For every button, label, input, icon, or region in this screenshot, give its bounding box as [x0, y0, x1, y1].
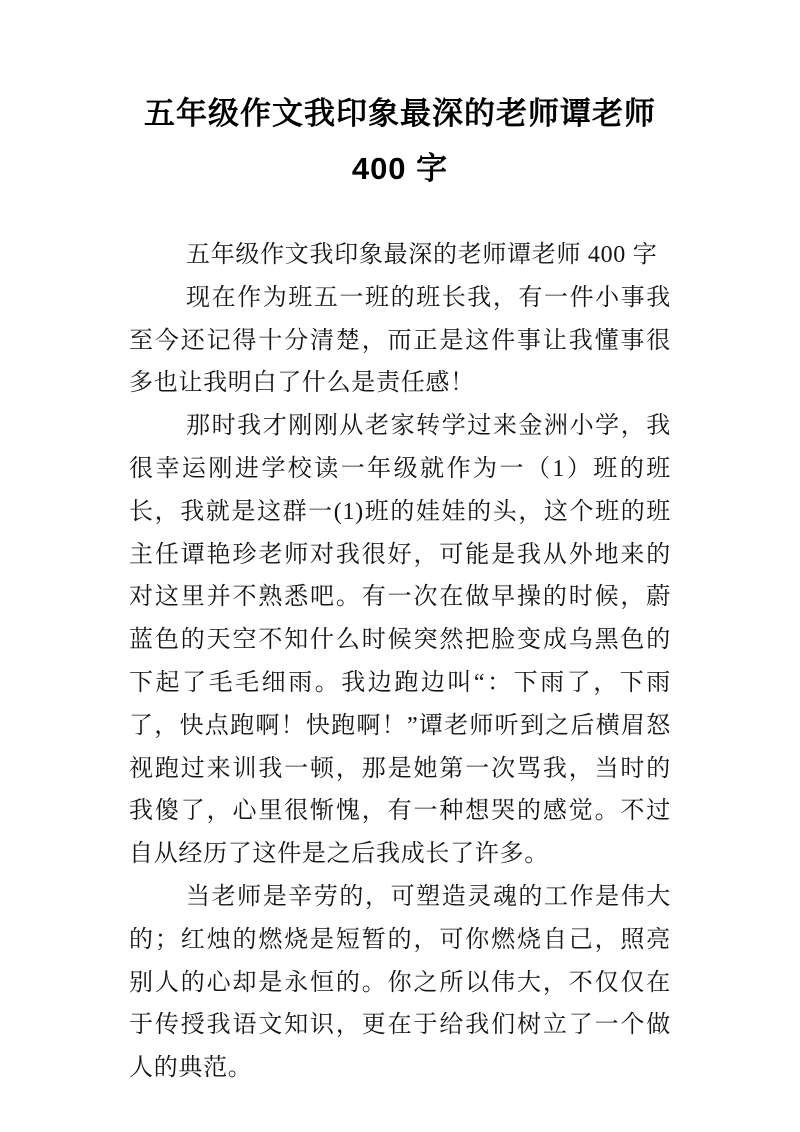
document-body	[129, 234, 671, 1090]
title-line-1: 五年级作文我印象最深的老师谭老师	[144, 96, 656, 131]
document-title	[80, 86, 720, 196]
title-line-2: 400 字	[351, 151, 449, 186]
paragraph-conclusion: 当老师是辛劳的，可塑造灵魂的工作是伟大的；红烛的燃烧是短暂的，可你燃烧自己，照亮别人的心却是永恒的。你之所以伟大，不仅仅在于传授我语文知识，更在于给我们树立了一个做人的典范。	[129, 883, 671, 1082]
paragraph-heading: 五年级作文我印象最深的老师谭老师 400 字	[186, 242, 658, 268]
paragraph-intro: 现在作为班五一班的班长我，有一件小事我至今还记得十分清楚，而正是这件事让我懂事很多也让我明白了什么是责任感！	[129, 284, 671, 397]
paragraph-story: 那时我才刚刚从老家转学过来金洲小学，我很幸运刚进学校读一年级就作为一（1）班的班长，我就是这群一(1)班的娃娃的头，这个班的班主任谭艳珍老师对我很好，可能是我从外地来的对这里并不熟悉吧。有一次在做早操的时候，蔚蓝色的天空不知什么时候突然把脸变成乌黑色的下起了毛毛细雨。我边跑边叫“：下雨了，下雨了，快点跑啊！快跑啊！”谭老师听到之后横眉怒视跑过来训我一顿，那是她第一次骂我，当时的我傻了，心里很惭愧，有一种想哭的感觉。不过自从经历了这件是之后我成长了许多。	[129, 413, 671, 868]
